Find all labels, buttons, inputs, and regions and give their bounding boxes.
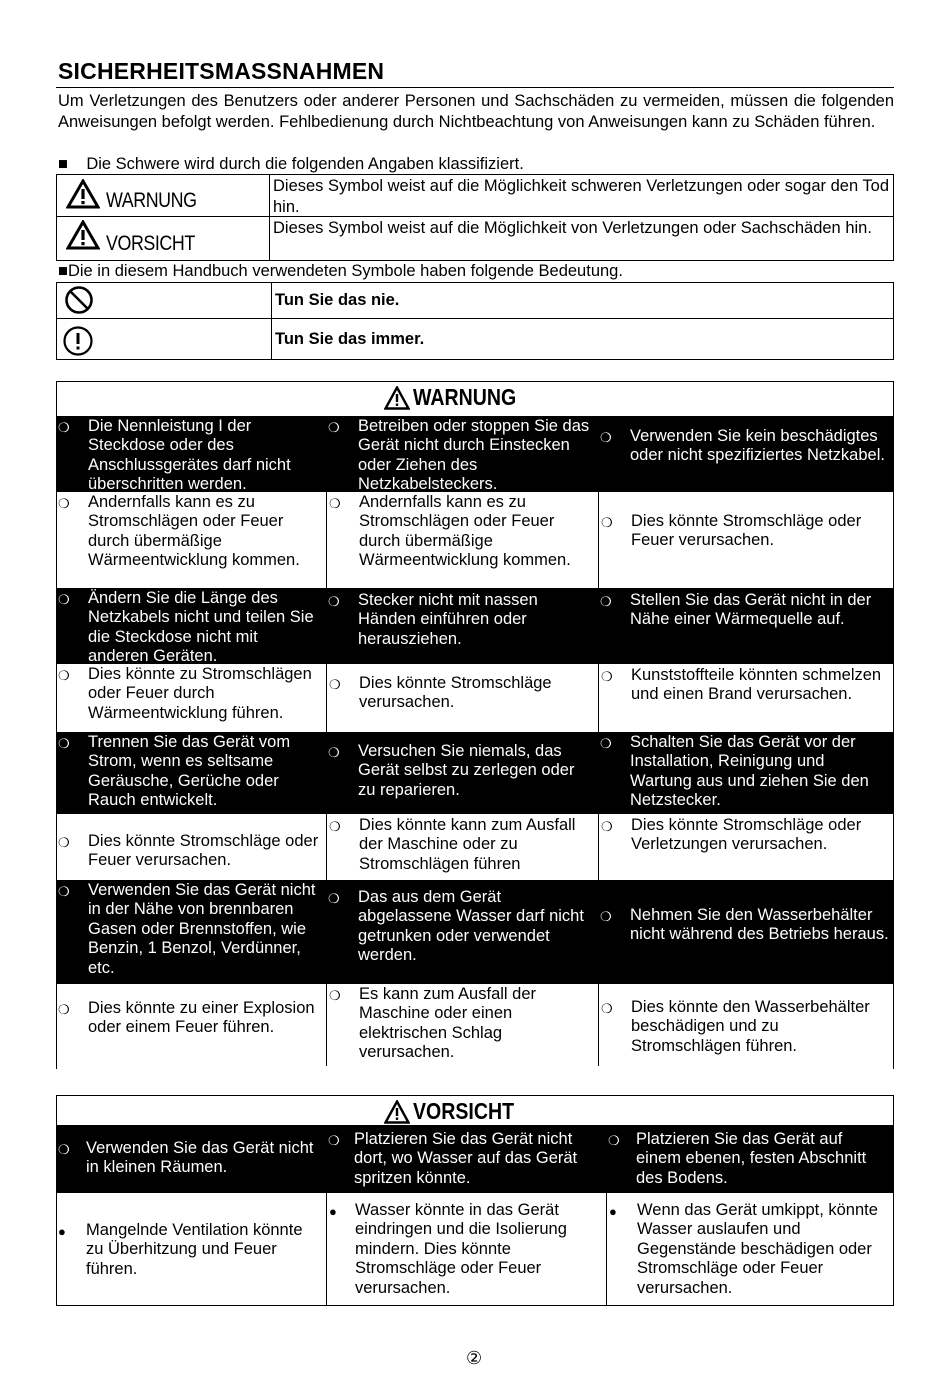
symbol-text-always: Tun Sie das immer.: [275, 330, 425, 348]
mandatory-icon: [62, 325, 94, 357]
warnung-cell-text: Dies könnte Stromschläge oder Feuer verursachen.: [88, 832, 319, 870]
warnung-cell-text: Ändern Sie die Länge des Netzkabels nicht und teilen Sie die Steckdose nicht mit anderen Geräten.: [88, 589, 314, 664]
page-title: SICHERHEITSMASSNAHMEN: [58, 58, 385, 84]
circle-bullet-icon: ❍: [329, 496, 341, 511]
circle-bullet-icon: ❍: [58, 835, 70, 850]
vorsicht-cell-text: Verwenden Sie das Gerät nicht in kleinen Räumen.: [86, 1139, 314, 1177]
vorsicht-cell-text: Platzieren Sie das Gerät nicht dort, wo Wasser auf das Gerät spritzen könnte.: [354, 1130, 578, 1187]
warnung-cell: [598, 880, 894, 984]
circle-bullet-icon: ❍: [58, 1002, 70, 1017]
warnung-cell-text: Nehmen Sie den Wasserbehälter nicht während des Betriebs heraus.: [630, 906, 889, 944]
square-bullet: ■: [58, 155, 68, 173]
warnung-cell: [56, 492, 326, 588]
vorsicht-cell: [606, 1193, 894, 1305]
warnung-cell-text: Kunststoffteile könnten schmelzen und einen Brand verursachen.: [631, 666, 882, 704]
warnung-cell-text: Versuchen Sie niemals, das Gerät selbst zu zerlegen oder zu reparieren.: [358, 742, 575, 799]
warnung-cell-text: Die Nennleistung I der Steckdose oder des Anschlussgerätes darf nicht überschritten werden.: [88, 417, 291, 492]
severity-label-vorsicht: VORSICHT: [106, 232, 195, 255]
warnung-cell: [326, 664, 598, 732]
circle-bullet-icon: ❍: [329, 677, 341, 692]
circle-bullet-icon: ❍: [608, 1133, 620, 1148]
circle-bullet-icon: ❍: [328, 594, 340, 609]
circle-bullet-icon: ❍: [58, 736, 70, 751]
warnung-cell: [326, 814, 598, 880]
warnung-cell-text: Dies könnte den Wasserbehälter beschädigen und zu Stromschlägen führen.: [631, 998, 870, 1055]
intro-paragraph: Um Verletzungen des Benutzers oder anderer Personen und Sachschäden zu vermeiden, müssen die folgenden Anweisungen befolgt werden. Fehlbedienung durch Nichtbeachtung von Anweisungen kann zu Schäden führen.: [58, 92, 894, 131]
warnung-cell-text: Stecker nicht mit nassen Händen einführen oder herausziehen.: [358, 591, 538, 648]
circle-bullet-icon: ❍: [601, 515, 613, 530]
warnung-cell-text: Andernfalls kann es zu Stromschlägen oder Feuer durch übermäßige Wärmeentwicklung kommen.: [88, 493, 300, 570]
circle-bullet-icon: ❍: [600, 736, 612, 751]
title-rule: [56, 87, 894, 88]
warnung-cell-text: Schalten Sie das Gerät vor der Installation, Reinigung und Wartung aus und ziehen Sie den Netzstecker.: [630, 733, 869, 810]
warnung-cell-text: Das aus dem Gerät abgelassene Wasser darf nicht getrunken oder verwendet werden.: [358, 888, 584, 965]
warnung-cell-text: Betreiben oder stoppen Sie das Gerät nicht durch Einstecken oder Ziehen des Netzkabelsteckers.: [358, 417, 590, 492]
warnung-cell: [56, 588, 326, 664]
symbols-table: [56, 282, 894, 360]
filled-bullet-icon: ●: [329, 1204, 337, 1219]
circle-bullet-icon: ❍: [58, 496, 70, 511]
warnung-cell: [326, 492, 598, 588]
warnung-cell-text: Trennen Sie das Gerät vom Strom, wenn es seltsame Geräusche, Gerüche oder Rauch entwickelt.: [88, 733, 291, 810]
warnung-cell: [56, 416, 326, 492]
warning-triangle-icon: [384, 386, 410, 410]
circle-bullet-icon: ❍: [601, 1001, 613, 1016]
warnung-cell: [598, 814, 894, 880]
severity-label-warnung: WARNUNG: [106, 189, 197, 212]
warnung-cell: [598, 492, 894, 588]
warning-triangle-icon: [384, 1100, 410, 1124]
warnung-cell-text: Verwenden Sie kein beschädigtes oder nicht spezifiziertes Netzkabel.: [630, 427, 885, 465]
vorsicht-cell: [606, 1125, 894, 1193]
circle-bullet-icon: ❍: [328, 1133, 340, 1148]
circle-bullet-icon: ❍: [58, 1142, 70, 1157]
warning-triangle-icon: [66, 179, 100, 209]
warnung-cell: [598, 588, 894, 664]
warnung-cell-text: Stellen Sie das Gerät nicht in der Nähe einer Wärmequelle auf.: [630, 591, 872, 629]
circle-bullet-icon: ❍: [329, 819, 341, 834]
circle-bullet-icon: ❍: [328, 745, 340, 760]
warnung-cell: [56, 814, 326, 880]
circle-bullet-icon: ❍: [601, 669, 613, 684]
vorsicht-panel-title: VORSICHT: [413, 1098, 515, 1124]
severity-text-vorsicht: Dieses Symbol weist auf die Möglichkeit von Verletzungen oder Sachschäden hin.: [273, 219, 872, 237]
warnung-cell-text: Es kann zum Ausfall der Maschine oder einen elektrischen Schlag verursachen.: [359, 985, 537, 1062]
classification-note-text: Die Schwere wird durch die folgenden Angaben klassifiziert.: [86, 155, 524, 173]
square-bullet: ■: [58, 262, 68, 280]
warnung-cell-text: Verwenden Sie das Gerät nicht in der Nähe von brennbaren Gasen oder Brennstoffen, wie Benzin, 1 Benzol, Verdünner, etc.: [88, 881, 316, 977]
severity-text-warnung: Dieses Symbol weist auf die Möglichkeit schweren Verletzungen oder sogar den Tod hin.: [273, 177, 890, 216]
warnung-cell: [598, 664, 894, 732]
symbols-note: [58, 261, 623, 282]
classification-note: [58, 154, 524, 175]
warnung-cell: [326, 416, 598, 492]
warnung-cell: [598, 984, 894, 1066]
warnung-cell-text: Andernfalls kann es zu Stromschlägen oder Feuer durch übermäßige Wärmeentwicklung kommen.: [359, 493, 571, 570]
circle-bullet-icon: ❍: [600, 430, 612, 445]
warnung-cell: [56, 984, 326, 1066]
filled-bullet-icon: ●: [609, 1204, 617, 1219]
circle-bullet-icon: ❍: [600, 594, 612, 609]
warnung-cell-text: Dies könnte zu einer Explosion oder einem Feuer führen.: [88, 999, 315, 1037]
warnung-cell: [326, 732, 598, 814]
vorsicht-cell-text: Wenn das Gerät umkippt, könnte Wasser auslaufen und Gegenstände beschädigen oder Stromschläge oder Feuer verursachen.: [637, 1201, 878, 1297]
circle-bullet-icon: ❍: [600, 909, 612, 924]
vorsicht-cell-text: Platzieren Sie das Gerät auf einem ebenen, festen Abschnitt des Bodens.: [636, 1130, 867, 1187]
circle-bullet-icon: ❍: [328, 420, 340, 435]
warning-triangle-icon: [66, 220, 100, 250]
vorsicht-cell: [56, 1193, 326, 1305]
warnung-cell-text: Dies könnte kann zum Ausfall der Maschine oder zu Stromschlägen führen: [359, 816, 576, 873]
page-number: ②: [466, 1348, 483, 1368]
warnung-cell-text: Dies könnte Stromschläge oder Feuer verursachen.: [631, 512, 862, 550]
filled-bullet-icon: ●: [58, 1224, 66, 1239]
symbols-table-row-divider: [56, 318, 894, 319]
warnung-cell: [326, 984, 598, 1066]
vorsicht-cell-text: Mangelnde Ventilation könnte zu Überhitzung und Feuer führen.: [86, 1221, 303, 1278]
circle-bullet-icon: ❍: [58, 884, 70, 899]
vorsicht-cell: [326, 1193, 606, 1305]
warnung-cell-text: Dies könnte Stromschläge oder Verletzungen verursachen.: [631, 816, 862, 854]
circle-bullet-icon: ❍: [328, 891, 340, 906]
prohibited-icon: [64, 285, 94, 315]
circle-bullet-icon: ❍: [329, 988, 341, 1003]
circle-bullet-icon: ❍: [601, 819, 613, 834]
warnung-cell: [56, 664, 326, 732]
vorsicht-cell: [326, 1125, 606, 1193]
symbol-text-never: Tun Sie das nie.: [275, 291, 400, 309]
warnung-cell: [56, 732, 326, 814]
circle-bullet-icon: ❍: [58, 592, 70, 607]
warnung-cell: [598, 416, 894, 492]
symbols-table-divider: [271, 282, 272, 360]
warnung-cell: [326, 880, 598, 984]
circle-bullet-icon: ❍: [58, 420, 70, 435]
warnung-cell: [598, 732, 894, 814]
symbols-note-text: Die in diesem Handbuch verwendeten Symbole haben folgende Bedeutung.: [67, 262, 623, 280]
vorsicht-cell: [56, 1125, 326, 1193]
vorsicht-cell-text: Wasser könnte in das Gerät eindringen und die Isolierung mindern. Dies könnte Stromschläge oder Feuer verursachen.: [355, 1201, 567, 1297]
warnung-cell: [326, 588, 598, 664]
circle-bullet-icon: ❍: [58, 668, 70, 683]
warnung-cell-text: Dies könnte zu Stromschlägen oder Feuer durch Wärmeentwicklung führen.: [88, 665, 312, 722]
warnung-cell-text: Dies könnte Stromschläge verursachen.: [359, 674, 552, 712]
warnung-panel-title: WARNUNG: [413, 384, 517, 410]
severity-table-divider: [269, 174, 270, 261]
warnung-cell: [56, 880, 326, 984]
